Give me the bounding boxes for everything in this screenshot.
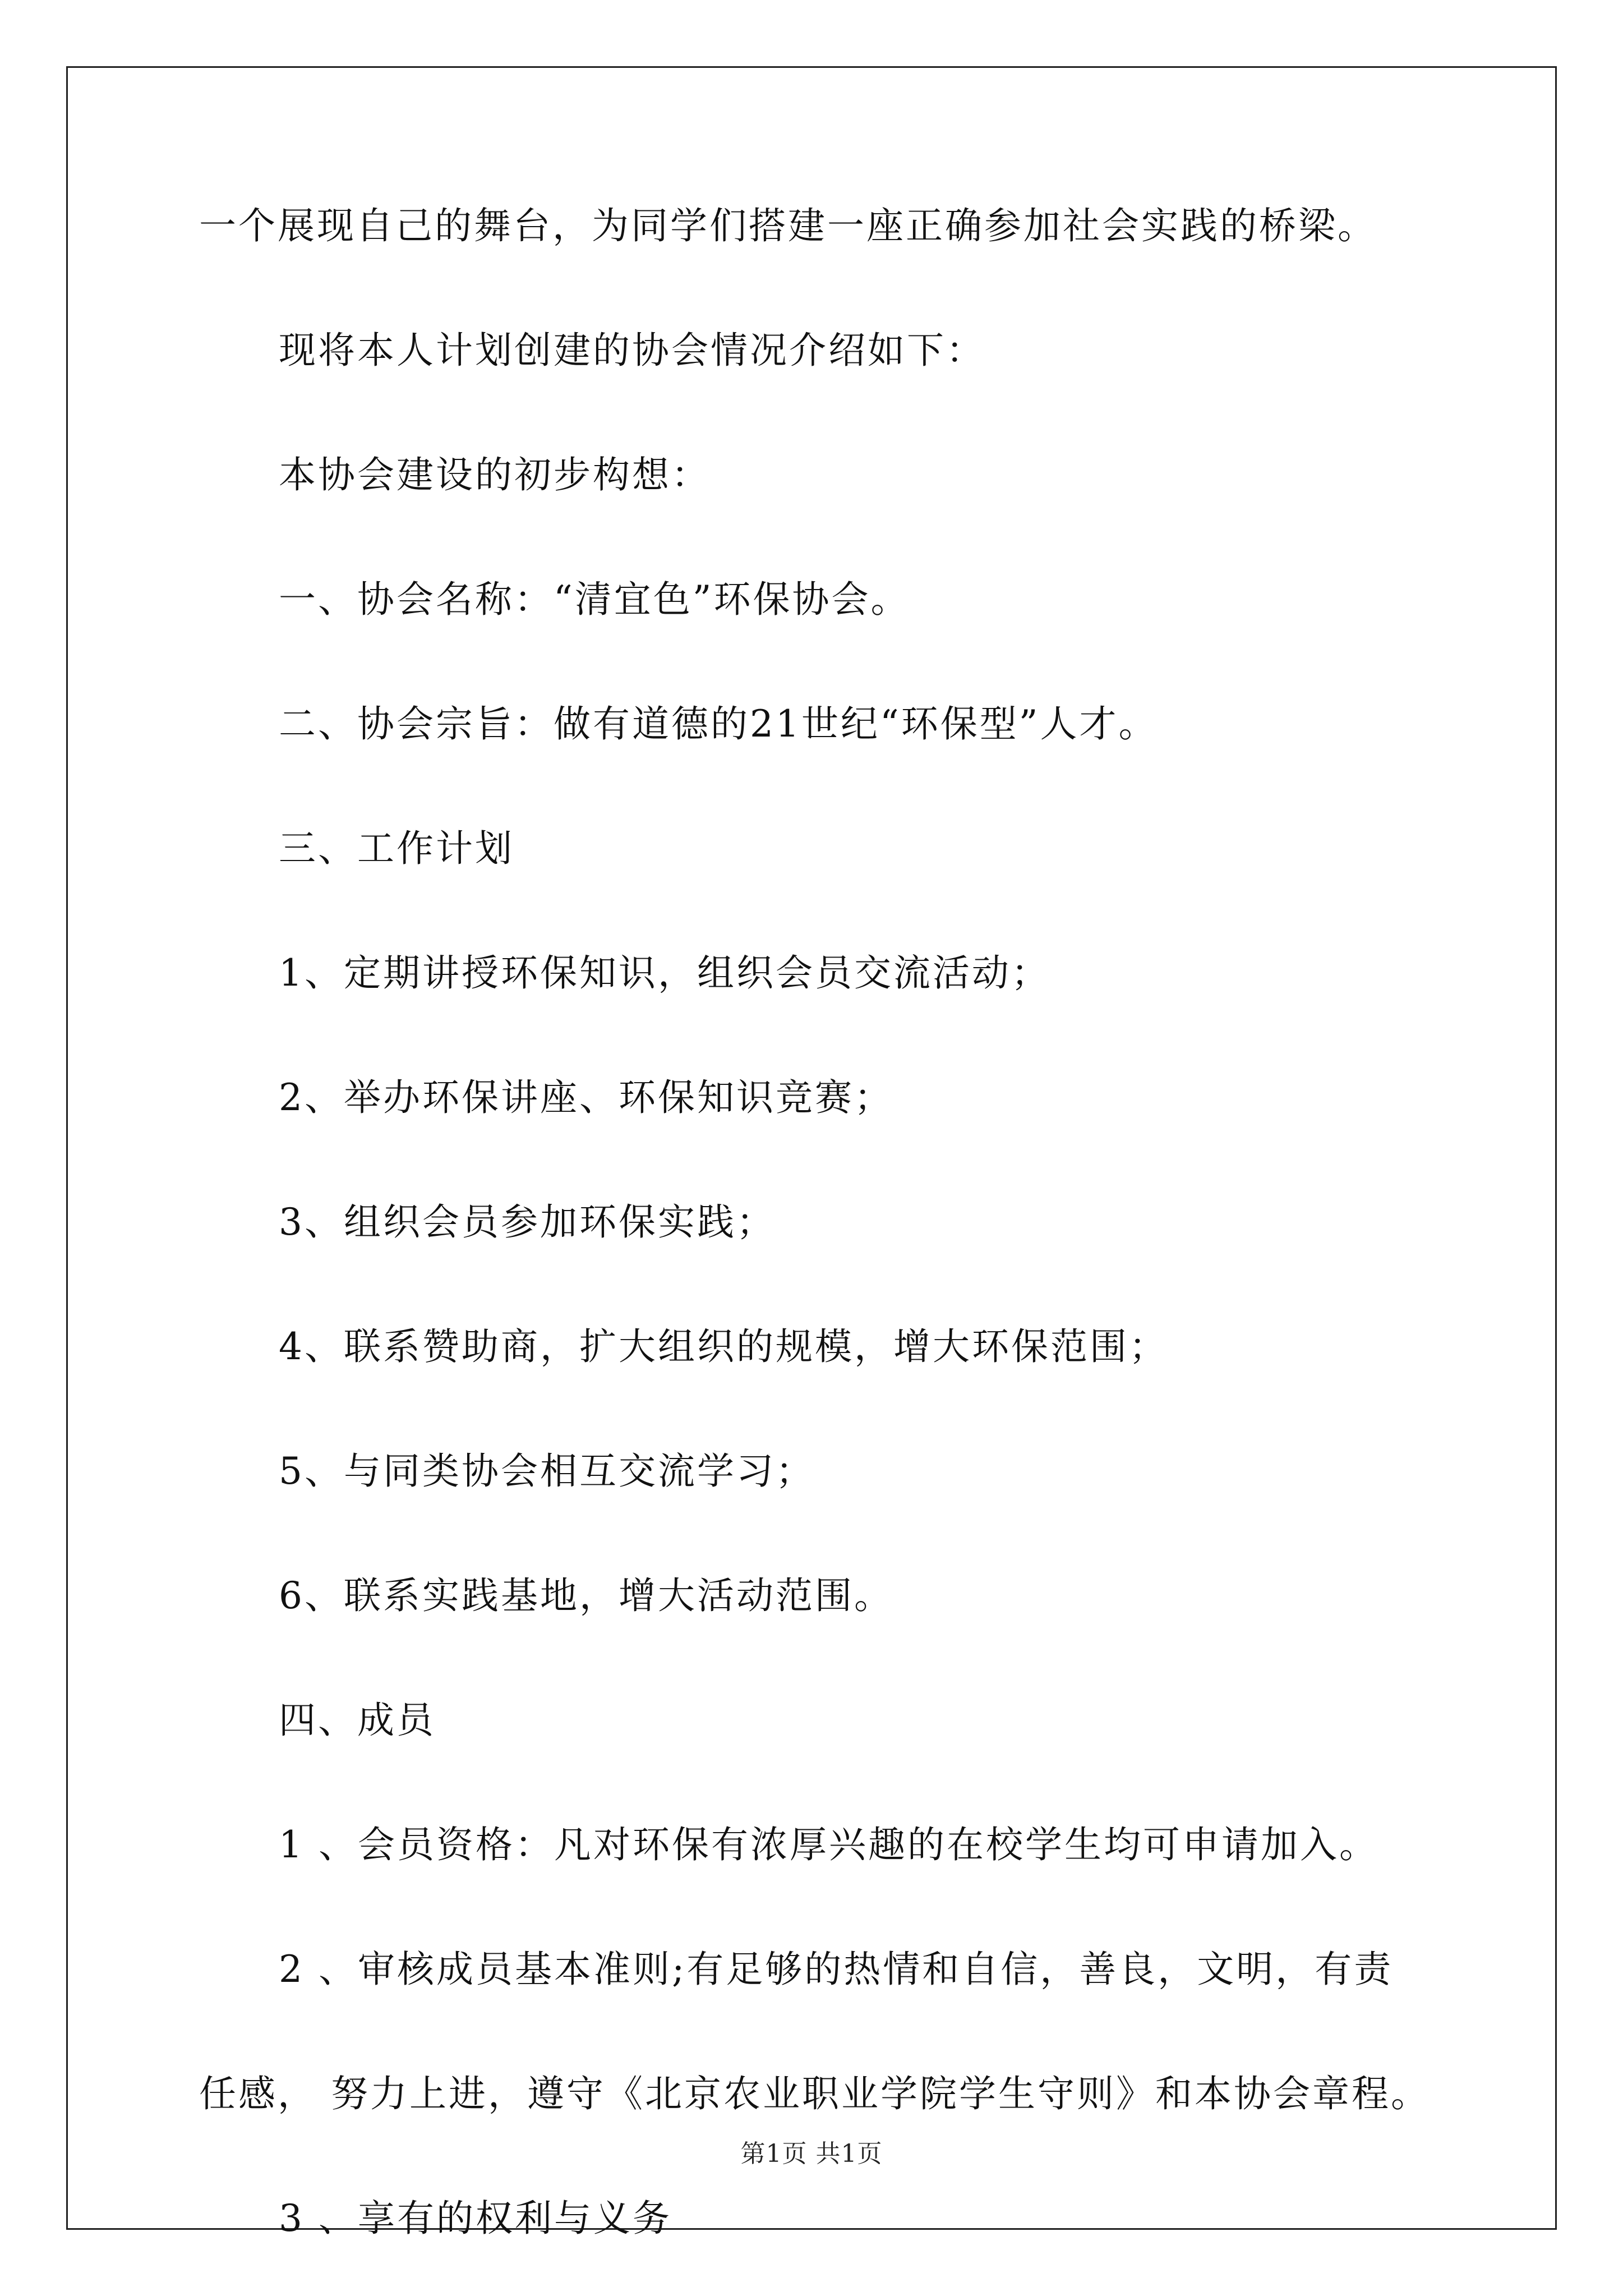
work-plan-item-6: 6、联系实践基地，增大活动范围。 (279, 1574, 893, 1617)
paragraph-introduction: 现将本人计划创建的协会情况介绍如下： (279, 329, 985, 372)
section-work-plan-heading: 三、工作计划 (279, 827, 514, 870)
members-item-1: 1 、会员资格：凡对环保有浓厚兴趣的在校学生均可申请加入。 (279, 1823, 1378, 1866)
work-plan-item-5: 5、与同类协会相互交流学习； (279, 1450, 815, 1493)
work-plan-item-2: 2、举办环保讲座、环保知识竞赛； (279, 1076, 893, 1119)
page-number-footer: 第1页 共1页 (740, 2139, 883, 2168)
members-item-2-continuation: 任感， 努力上进，遵守《北京农业职业学院学生守则》和本协会章程。 (199, 2072, 1430, 2115)
members-item-3: 3 、享有的权利与义务 (279, 2197, 672, 2240)
page-border (66, 66, 1557, 2230)
paragraph-initial-concept: 本协会建设的初步构想： (279, 453, 711, 496)
section-association-purpose: 二、协会宗旨：做有道德的21世纪“环保型”人才。 (279, 702, 1158, 746)
paragraph-intro-continuation: 一个展现自己的舞台，为同学们搭建一座正确参加社会实践的桥梁。 (199, 204, 1377, 247)
work-plan-item-4: 4、联系赞助商，扩大组织的规模，增大环保范围； (279, 1325, 1168, 1368)
section-association-name: 一、协会名称：“清宜色”环保协会。 (279, 578, 910, 621)
work-plan-item-3: 3、组织会员参加环保实践； (279, 1200, 776, 1244)
members-item-2: 2 、审核成员基本准则;有足够的热情和自信，善良，文明，有责 (279, 1948, 1394, 1991)
work-plan-item-1: 1、定期讲授环保知识，组织会员交流活动； (279, 951, 1050, 995)
section-members-heading: 四、成员 (279, 1699, 436, 1742)
